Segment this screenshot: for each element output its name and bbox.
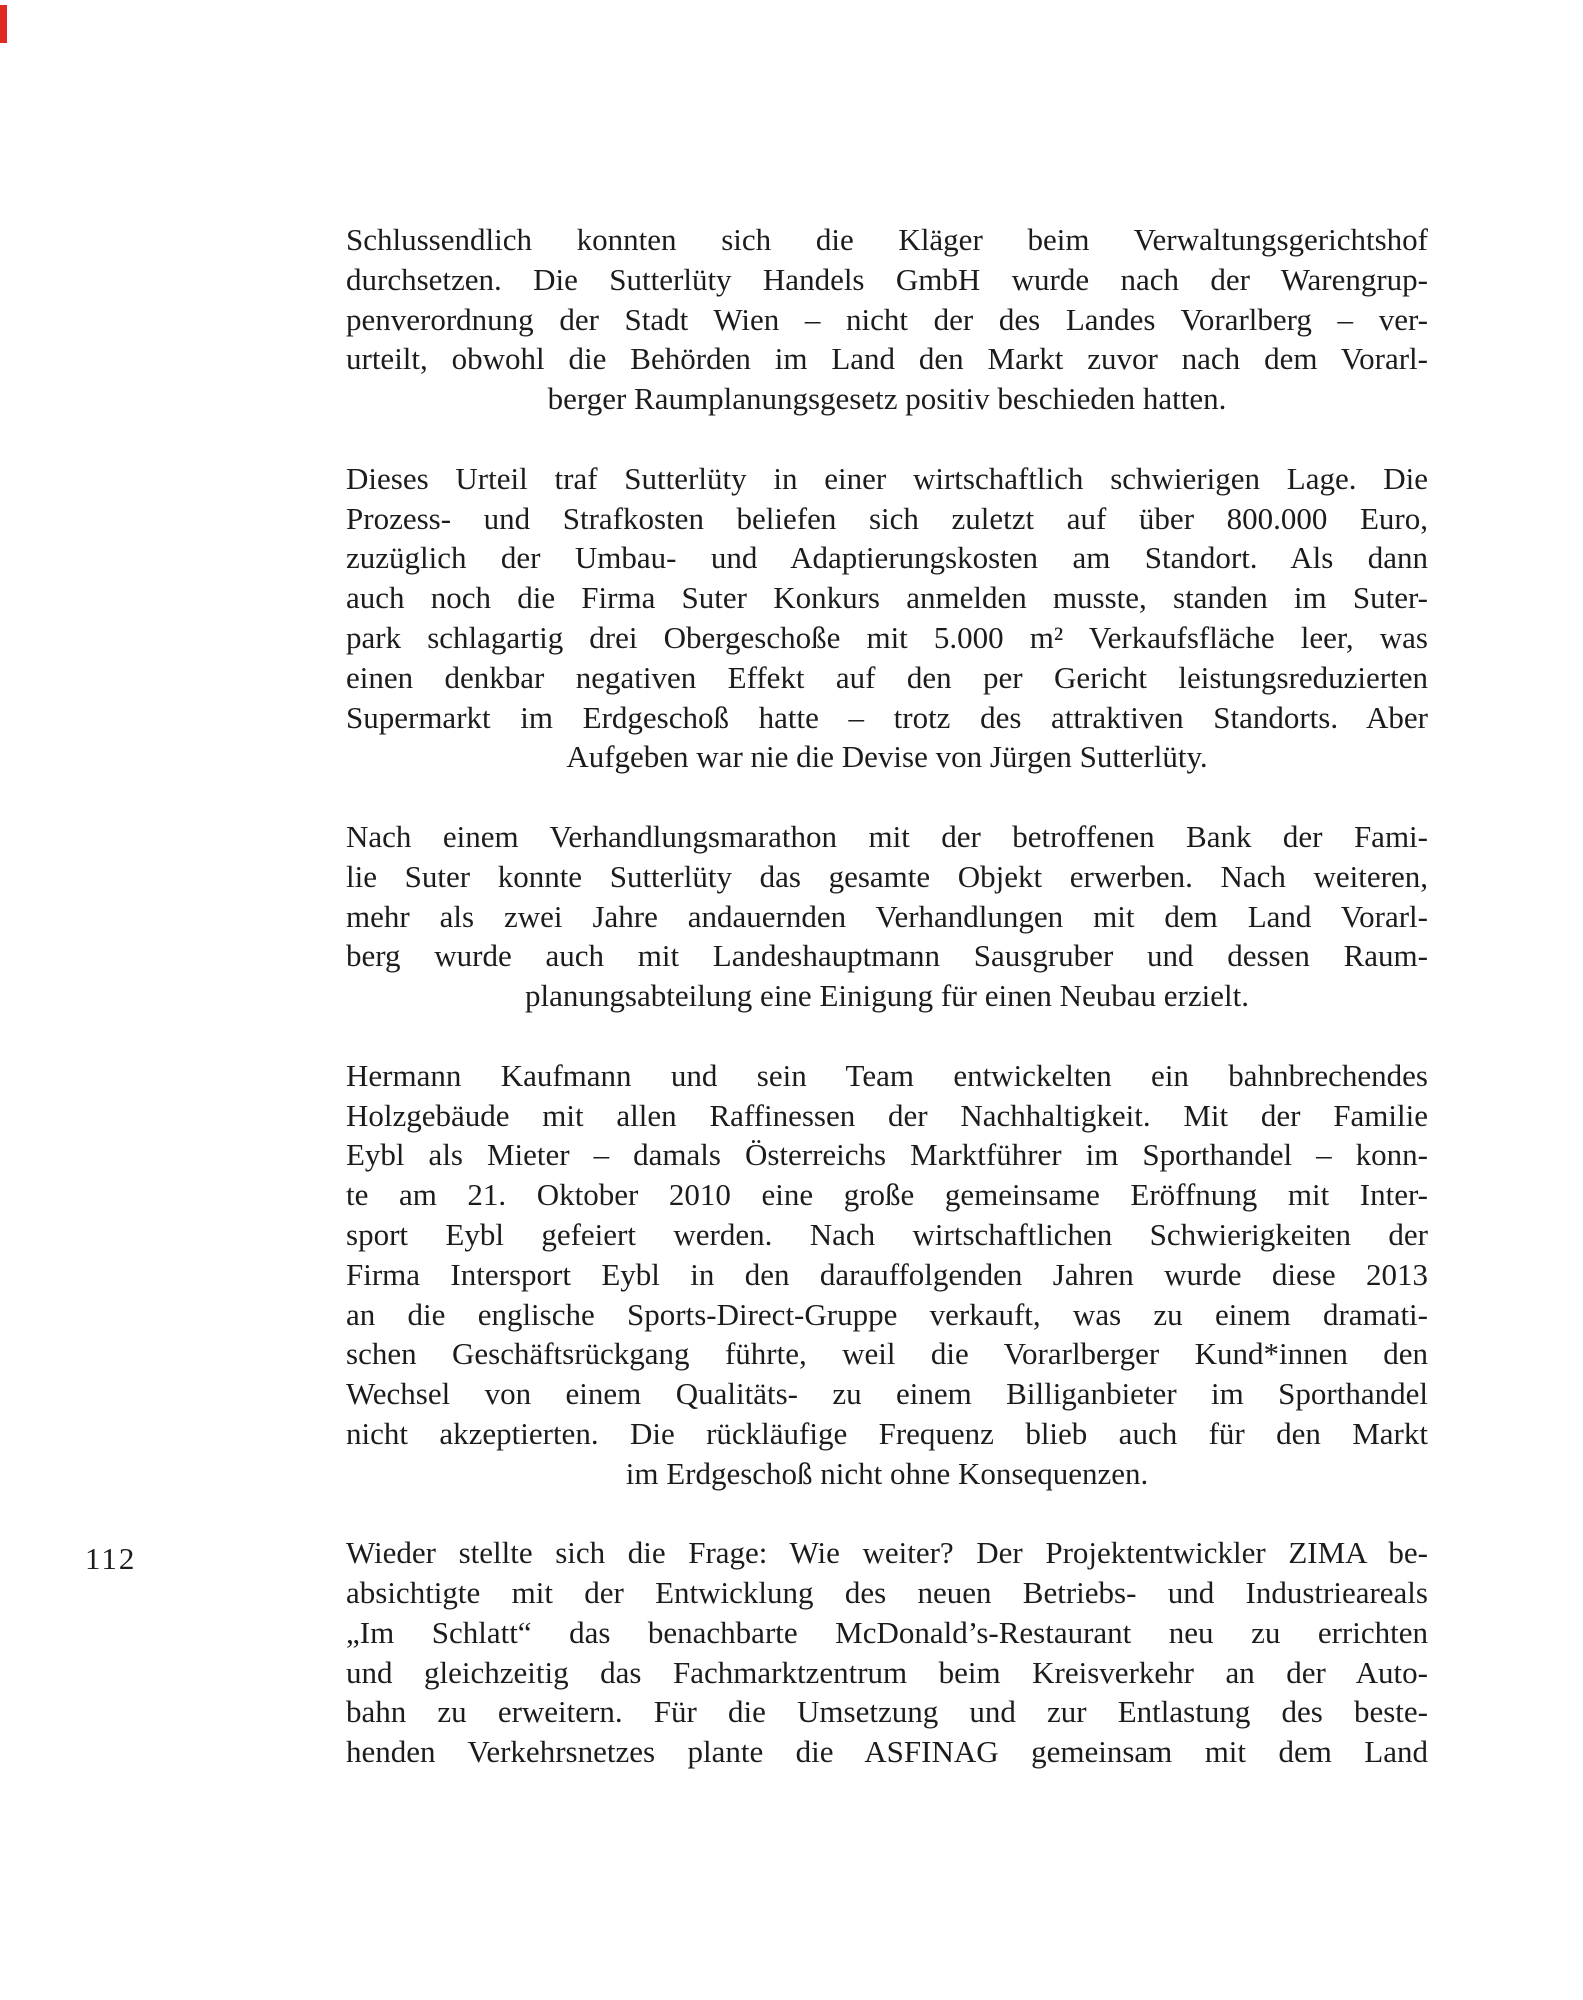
paragraph: [346, 1056, 1428, 1494]
red-edge-mark: [0, 5, 7, 43]
text-line: mehr als zwei Jahre andauernden Verhandlungen mit dem Land Vorarl-: [346, 898, 1428, 934]
text-line: Firma Intersport Eybl in den darauffolgenden Jahren wurde diese 2013: [346, 1256, 1428, 1292]
text-line: „Im Schlatt“ das benachbarte McDonald’s-Restaurant neu zu errichten: [346, 1614, 1428, 1650]
text-line: Hermann Kaufmann und sein Team entwickelten ein bahnbrechendes: [346, 1057, 1428, 1093]
page-number: 112: [85, 1541, 137, 1576]
text-line: bahn zu erweitern. Für die Umsetzung und zur Entlastung des beste-: [346, 1694, 1428, 1730]
text-line: Nach einem Verhandlungsmarathon mit der betroffenen Bank der Fami-: [346, 818, 1428, 854]
text-line: planungsabteilung eine Einigung für einen Neubau erzielt.: [525, 978, 1249, 1014]
text-line: Schlussendlich konnten sich die Kläger beim Verwaltungsgerichtshof: [346, 222, 1428, 257]
text-line: schen Geschäftsrückgang führte, weil die Vorarlberger Kund*innen den: [346, 1336, 1428, 1372]
text-line: urteilt, obwohl die Behörden im Land den Markt zuvor nach dem Vorarl-: [346, 341, 1428, 377]
text-line: henden Verkehrsnetzes plante die ASFINAG gemeinsam mit dem Land: [346, 1734, 1428, 1770]
text-line: auch noch die Firma Suter Konkurs anmelden musste, standen im Suter-: [346, 580, 1428, 616]
paragraph: [346, 817, 1428, 1016]
text-line: einen denkbar negativen Effekt auf den per Gericht leistungsreduzierten: [346, 659, 1428, 695]
paragraph: [346, 1533, 1428, 1772]
body-text: [346, 220, 1428, 1772]
text-line: und gleichzeitig das Fachmarktzentrum beim Kreisverkehr an der Auto-: [346, 1654, 1428, 1690]
text-line: sport Eybl gefeiert werden. Nach wirtschaftlichen Schwierigkeiten der: [346, 1216, 1428, 1252]
text-line: park schlagartig drei Obergeschoße mit 5.000 m² Verkaufsfläche leer, was: [346, 619, 1428, 655]
text-line: durchsetzen. Die Sutterlüty Handels GmbH wurde nach der Warengrup-: [346, 261, 1428, 297]
text-line: absichtigte mit der Entwicklung des neuen Betriebs- und Industrieareals: [346, 1575, 1428, 1611]
text-line: zuzüglich der Umbau- und Adaptierungskosten am Standort. Als dann: [346, 540, 1428, 576]
text-line: berg wurde auch mit Landeshauptmann Sausgruber und dessen Raum-: [346, 938, 1428, 974]
text-line: te am 21. Oktober 2010 eine große gemeinsame Eröffnung mit Inter-: [346, 1177, 1428, 1213]
text-line: penverordnung der Stadt Wien – nicht der des Landes Vorarlberg – ver-: [346, 301, 1428, 337]
text-line: nicht akzeptierten. Die rückläufige Frequenz blieb auch für den Markt: [346, 1415, 1428, 1451]
text-line: Wechsel von einem Qualitäts- zu einem Billiganbieter im Sporthandel: [346, 1376, 1428, 1412]
text-line: Holzgebäude mit allen Raffinessen der Nachhaltigkeit. Mit der Familie: [346, 1097, 1428, 1133]
paragraph: [346, 459, 1428, 777]
text-line: lie Suter konnte Sutterlüty das gesamte Objekt erwerben. Nach weiteren,: [346, 858, 1428, 894]
text-line: Supermarkt im Erdgeschoß hatte – trotz des attraktiven Standorts. Aber: [346, 699, 1428, 735]
text-line: Eybl als Mieter – damals Österreichs Marktführer im Sporthandel – konn-: [346, 1137, 1428, 1173]
text-line: Wieder stellte sich die Frage: Wie weiter? Der Projektentwickler ZIMA be-: [346, 1535, 1428, 1571]
text-line: im Erdgeschoß nicht ohne Konsequenzen.: [625, 1455, 1149, 1491]
text-line: Aufgeben war nie die Devise von Jürgen Sutterlüty.: [566, 739, 1208, 775]
text-line: berger Raumplanungsgesetz positiv beschieden hatten.: [547, 381, 1227, 417]
text-line: Prozess- und Strafkosten beliefen sich zuletzt auf über 800.000 Euro,: [346, 500, 1428, 536]
text-line: an die englische Sports-Direct-Gruppe verkauft, was zu einem dramati-: [346, 1296, 1428, 1332]
paragraph: [346, 220, 1428, 419]
text-line: Dieses Urteil traf Sutterlüty in einer wirtschaftlich schwierigen Lage. Die: [346, 460, 1428, 496]
